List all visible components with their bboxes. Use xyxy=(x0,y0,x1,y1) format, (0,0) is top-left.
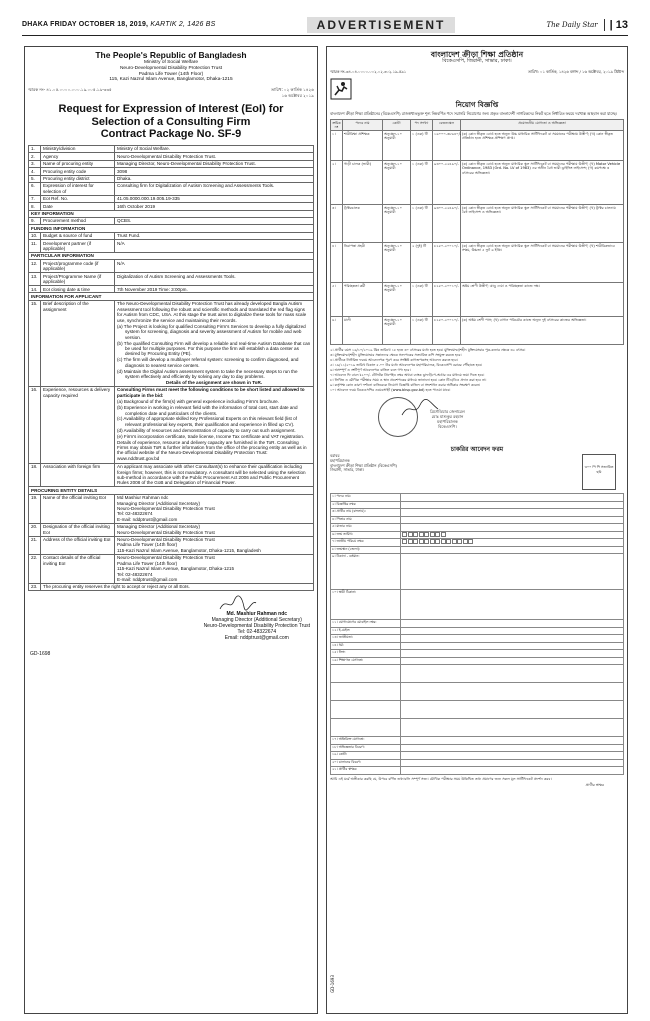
bksp-memo-number: স্মারক নং-৩৪.০৪.০০০০.০০২.০২.৩০২.১৯-৫৯১ xyxy=(330,69,407,74)
table-row: 11. Development partner (if applicable) N/A xyxy=(29,240,314,253)
form-row: ১৬। শিক্ষাগত যোগ্যতা: xyxy=(331,657,624,665)
assignment-details: Details of the assignment are shown in ToR. xyxy=(165,380,263,385)
eoi-advertisement xyxy=(24,46,318,1014)
gov-line: 115, Kazi Nazrul Islam Avenue, Banglamotor, Dhaka-1215 xyxy=(109,77,233,83)
assignment-item: (a) The Project is looking for qualified Consulting Firm's Services to develop a fully digitalized system for screening, diagnosis and severity assessment of Autism for mobile and web version. xyxy=(117,323,306,340)
notice-intro: বাংলাদেশ ক্রীড়া শিক্ষা প্রতিষ্ঠানের (বিকেএসপি) রাজস্বখাতভুক্ত শূন্য নিম্নবর্ণিত পদে সরাসরি নিয়োগের জন্য প্রকৃত বাংলাদেশী নাগরিকদের নিকট হতে নির্ধারিত ফরমে দরখাস্ত আহবান করা যাচ্ছে। xyxy=(330,111,617,116)
table-row: ৬। মালী অনুচ্ছেদ-১০ অনুযায়ী ১ (এক) টি ৮২৫০-২০০১০/- (ক) অষ্টম শ্রেণী পাস; (খ) বাগান পরিচর্যার কাজে অনূন্য দুই বৎসরের কাজের অভিজ্ঞতা। xyxy=(331,317,624,345)
title-line: Contract Package No. SF-9 xyxy=(100,128,242,141)
memo-line xyxy=(28,87,314,98)
experience-intro: Consulting Firms must meet the following conditions to be short listed and allowed to participate in the bid: xyxy=(117,387,305,398)
table-row: 14. EoI closing date & time 7th November 2019 Time: 3:00pm. xyxy=(29,286,314,293)
table-row: 4. Procuring entity code 3098 xyxy=(29,168,314,175)
form-row: ১৯। কোটা: xyxy=(331,752,624,760)
form-address: বরাবর মহাপরিচালক বাংলাদেশ ক্রীড়া শিক্ষা প্রতিষ্ঠান (বিকেএসপি) জিরানী, সাভার, ঢাকা। xyxy=(330,453,397,473)
gd-code-right: GD-1693 xyxy=(330,975,335,993)
condition-item: ৭। আবেদন ফি বাবদ ৳২০০/- টেলিটক প্রিপেইড নম্বর অথবা ব্যাংক ড্রাফট/পে-অর্ডার এর মাধ্যমে জমা দিতে হবে। xyxy=(330,373,485,378)
application-form-table xyxy=(330,493,624,775)
form-row: ৮। জন্মস্থান (জেলা): xyxy=(331,546,624,554)
table-row: 10. Budget & source of fund Trust Fund. xyxy=(29,232,314,239)
signatory: Md. Mashiur Rahman ndc Managing Director (Additional Secretary) Neuro-Developmental Disability Protection Trust Tel: 02-48322674 Email: nddptrust@gmail.com xyxy=(203,611,310,642)
memo-date-bangla: তারিখ: ০২ কার্তিক ১৪২৬ xyxy=(270,87,314,93)
form-row: ৭। জাতীয় পরিচয় নম্বর: xyxy=(331,539,624,547)
bksp-memo-date: তারিখ: ০১ কার্তিক, ১৪২৬ বঙ্গাব্দ / ১৬ অক্টোবর, ২০১৯ খ্রিষ্টাব্দ xyxy=(527,69,624,74)
form-row xyxy=(331,683,624,701)
dateline-date: DHAKA FRIDAY OCTOBER 18, 2019, xyxy=(22,21,149,28)
form-row: ২১। প্রার্থীর স্বাক্ষর: xyxy=(331,767,624,775)
title-line: Request for Expression of Interest (EoI) for xyxy=(58,103,284,116)
memo-date-english: ১৬ অক্টোবর ২০১৯ xyxy=(281,92,314,98)
application-form-title: চাকরির আবেদন ফরম xyxy=(450,446,504,454)
table-row: ১। শারীরিক্ষা প্রশিক্ষক অনুচ্ছেদ-১০ অনুযায়ী ১ (এক) টি ১৬০০০-৩৮৬৪০/- (ক) কোন স্বীকৃত বোর্ড হতে অনূন্য উচ্চ মাধ্যমিক সার্টিফিকেট বা সমমানের পরীক্ষায় উত্তীর্ণ; (খ) কোন স্বীকৃত প্রতিষ্ঠান হতে প্রশিক্ষক প্রশিক্ষণ প্রাপ্ত। xyxy=(331,131,624,161)
photo-box: ৩০০ পি পি সত্যায়িত ছবি xyxy=(582,454,616,490)
form-row: ৩। প্রার্থীর নাম (বাংলায়): xyxy=(331,509,624,517)
condition-item: ৩। মুক্তিযোদ্ধা/শহীদ মুক্তিযোদ্ধার সন্তানদের ক্ষেত্রে সনদপত্রের সত্যায়িত কপি সংযুক্ত করতে হবে। xyxy=(330,353,462,358)
gov-title: The People's Republic of Bangladesh xyxy=(95,50,247,60)
signature-block xyxy=(28,597,314,657)
form-row: ১৩। জাতীয়তা: xyxy=(331,635,624,643)
table-row: ৫। পরিচ্ছন্নতা কর্মী অনুচ্ছেদ-১০ অনুযায়ী ১ (এক) টি ৮২৫০-২০০১০/- অষ্টম শ্রেণী উত্তীর্ণ; ঝাড়ু দেয়া ও পরিচ্ছন্নতা কাজে দক্ষ। xyxy=(331,283,624,317)
table-row: ২। গাড়ী চালক (ভারী) অনুচ্ছেদ-১০ অনুযায়ী ১ (এক) টি ৯৩০০-২২৪৯০/- (ক) কোন স্বীকৃত বোর্ড হতে অনূন্য মাধ্যমিক স্কুল সার্টিফিকেট বা সমমানের পরীক্ষায় উত্তীর্ণ; (খ) Motor Vehicle Ordinance, 1983 (Ord. No. LV of 1983) এর অধীন বৈধ ভারী ড্রাইভিং লাইসেন্স; (গ) কমপক্ষে ৩ বৎসরের অভিজ্ঞতা। xyxy=(331,161,624,205)
form-row: ৬। জন্ম তারিখ: xyxy=(331,531,624,539)
table-row: 19. Name of the official inviting EoI Md Mashiur Rahman ndc Managing Director (Additional Secretary) Neuro-Developmental Disability Protection Trust Tel: 02-48322674 E-mail: nddptrust@gmail.com xyxy=(29,494,314,523)
experience-item: (c) Availability of appropriate skilled Key Professional Experts on this relevant field (list of relevant professional key experts, their qualification and experience in filled up CV). xyxy=(117,416,297,427)
table-row: 2. Agency Neuro-Developmental Disability Protection Trust. xyxy=(29,153,314,160)
assignment-item: (b) The qualified Consulting Firm will develop a reliable and real-time Autism Database that can be used for multiple purposes. For this purpose the firm will establish a data center as desired by Procuring Entity (PE). xyxy=(117,340,311,357)
section-row: INFORMATION FOR APPLICANT xyxy=(29,293,314,300)
table-row: 13. Project/Programme Name (if applicable) Digitalization of Autism Screening and Assessments Tools. xyxy=(29,273,314,286)
memo-date xyxy=(271,87,314,98)
form-row: ২। বিজ্ঞপ্তির নম্বর: xyxy=(331,501,624,509)
section-row: FUNDING INFORMATION xyxy=(29,225,314,232)
table-row: 15. Brief description of the assignment The Neuro-Developmental Disability Protection Trust has already developed Bangla Autism Assessment tool following the robust and scientific methods and translated the red flag signs for Autism from CDC, USA. At this stage the trust aims to digitalize these tools for mass scale use, synchronize the service and maintaining their records. (a) The Project is looking for qualified Consulting Firm's Services to develop a fully digitalized system for screening, diagnosis and severity assessment of Autism for mobile and web version. (b) The qualified Consulting Firm will develop a reliable and real-time Autism Database that can be used for multiple purposes. For this purpose the firm will establish a data center as desired by Procuring Entity (PE). (c) The firm will develop a multilayer referral system: screening to confirm diagnosed, and diagnosis to nearest service centers. (d) Maintain the Digital Autism assessment system to take the necessary steps to run the system effectively and efficiently by solving any day to day problems. Details of the assignment are shown in ToR. xyxy=(29,300,314,386)
experience-item: (b) Experience in working in relevant field with the information of total cost, start date and completion date and particulars of the clients. xyxy=(117,405,298,416)
memo-number: স্মারক নং- ৪১.০৫.০০০০.০০০.১৯.০০৫.১৯-৩৩৫ xyxy=(28,87,112,93)
section-label: ADVERTISEMENT xyxy=(307,17,456,33)
gov-line: Neuro-Developmental Disability Protection Trust xyxy=(119,65,223,71)
experience-item: (d) Availability of resources and demonstration of capacity to carry out such assignment. xyxy=(117,427,296,433)
gov-line: Padma Life Tower (14th Floor) xyxy=(138,71,204,77)
form-row: ৯। ঠিকানা - বর্তমান: xyxy=(331,554,624,590)
form-row: ৫। মাতার নাম: xyxy=(331,524,624,532)
condition-item: ৫। ১৬/১১/২০১৯ তারিখ বিকাল ৫.০০ টার মধ্যে আবেদনপত্র মহাপরিচালক, বিকেএসপি বরাবর পৌঁছাতে হবে। xyxy=(330,363,483,368)
form-row xyxy=(331,665,624,683)
form-row: ১১। যোগাযোগের মোবাইল নম্বর: xyxy=(331,620,624,628)
form-row: ১৭। অতিরিক্ত যোগ্যতা: xyxy=(331,737,624,745)
form-row: ১৪। ধর্ম: xyxy=(331,642,624,650)
dateline xyxy=(22,21,216,28)
table-row: 7. EoI Ref. No. 41.05.0000.000.19.005.19-335 xyxy=(29,195,314,202)
posts-header-row: ক্রমিক নং পদের নাম কোটা পদ সংখ্যা বেতনস্কেল প্রয়োজনীয় যোগ্যতা ও অভিজ্ঞতা xyxy=(331,120,624,131)
condition-item: ২। প্রার্থীর বয়স ১৬/১০/২০১৯ খ্রিঃ তারিখে ১৮ হতে ৩০ বৎসরের মধ্যে হতে হবে। মুক্তিযোদ্ধা/শহীদ মুক্তিযোদ্ধার পুত্র-কন্যার ক্ষেত্রে ৩২ বৎসর। xyxy=(330,348,526,353)
condition-item: ১০। আবেদন ফরম বিকেএসপির ওয়েবসাইট (www.bksp.gov.bd) হতে পাওয়া যাবে। xyxy=(330,388,451,393)
masthead-right xyxy=(547,19,629,31)
section-row: PARTICULAR INFORMATION xyxy=(29,252,314,259)
gd-code: GD-1698 xyxy=(30,650,51,657)
table-row: 23. The procuring entity reserves the right to accept or reject any or all EoIs. xyxy=(29,583,314,590)
table-row: 8. Date 16th October 2019 xyxy=(29,203,314,210)
bksp-header xyxy=(330,50,624,64)
form-row: ৪। পিতার নাম: xyxy=(331,516,624,524)
bksp-address: বিকেএসপি, জিরানী, সাভার, ঢাকা। xyxy=(442,58,512,64)
page-number: | 13 xyxy=(604,19,628,31)
eoi-table xyxy=(28,145,314,591)
form-row: ১৫। লিঙ্গ: xyxy=(331,650,624,658)
table-row: 1. Ministry/division Ministry of Social Welfare. xyxy=(29,145,314,152)
bksp-title: বাংলাদেশ ক্রীড়া শিক্ষা প্রতিষ্ঠান xyxy=(430,50,524,59)
table-row: ৩। ট্রাক্টরচালক অনুচ্ছেদ-১০ অনুযায়ী ১ (এক) টি ৯৩০০-২২৪৯০/- (ক) কোন স্বীকৃত বোর্ড হতে অনূন্য মাধ্যমিক স্কুল সার্টিফিকেট বা সমমানের পরীক্ষায় উত্তীর্ণ; (খ) ট্রাক্টর চালনায় বৈধ লাইসেন্স ও অভিজ্ঞতা। xyxy=(331,205,624,243)
paper-logo: The Daily Star xyxy=(546,20,598,29)
section-row: KEY INFORMATION xyxy=(29,210,314,217)
table-row: 5. Procuring entity district Dhaka. xyxy=(29,175,314,182)
condition-item: ৯। কর্তৃপক্ষ কোন কারণ দর্শানো ব্যতিরেকে নিয়োগ বিজ্ঞপ্তি বাতিল বা সংশোধন করার অধিকার সংরক্ষণ করেন। xyxy=(330,383,481,388)
recruitment-advertisement xyxy=(326,46,628,1014)
assignment-item: (c) The firm will develop a multilayer referral system: screening to confirm diagnosed, and diagnosis to nearest service centers. xyxy=(117,357,299,368)
section-row: PROCURING ENTITY DETAILS xyxy=(29,487,314,494)
conditions-list xyxy=(330,348,624,392)
applicant-signature-label: প্রার্থীর স্বাক্ষর xyxy=(585,783,604,788)
table-row: 22. Contact details of the official inviting EoI Neuro-Developmental Disability Protection Trust Padma Life Tower (14th floor) 115-Kazi Nazrul Islam Avenue, Banglamotor, Dhaka-1215 Tel: 02-48322674 E-mail: nddptrust@gmail.com xyxy=(29,554,314,583)
condition-item: ৪। প্রার্থীকে নির্ধারিত ফরমে আবেদনপত্র পূরণ করে সংশ্লিষ্ট কাগজপত্রসহ আবেদন করতে হবে। xyxy=(330,358,458,363)
experience-outro: Details of experience, resource and delivery capacity are furnished in the ToR. Consulting Firms may obtain ToR & further information from the office of the procuring entity as well as in the official website of the Neuro-Developmental Disability Protection Trust: www.nddtrust.gov.bd xyxy=(117,439,307,461)
page-masthead xyxy=(22,14,628,36)
table-row: 6. Expression of interest for selection of Consulting firm for Digitalization of Autism Screening and Assessments Tools. xyxy=(29,182,314,195)
bksp-memo xyxy=(330,69,624,74)
form-declaration: আমি এই মর্মে অঙ্গীকার করছি যে, উপরে বর্ণিত তথ্যাবলি সম্পূর্ণ সত্য। মৌখিক পরীক্ষার সময় উল্লিখিত তথ্য প্রমাণের জন্য সকল মূল সার্টিফিকেট প্রদর্শন করব। xyxy=(330,776,552,781)
bksp-logo-icon xyxy=(330,78,352,100)
assignment-intro: The Neuro-Developmental Disability Protection Trust has already developed Bangla Autism Assessment tool following the robust and scientific methods and translated the red flag signs for Autism from CDC, USA. At this stage the trust aims to digitalize these tools for mass scale use, synchronize the service and maintaining their records. xyxy=(117,301,307,323)
government-header xyxy=(28,50,314,83)
form-row xyxy=(331,719,624,737)
table-row: 21. Address of the official inviting EoI Neuro-Developmental Disability Protection Trust Padma Life Tower (14th floor) 115-Kazi Nazrul Islam Avenue, Banglamotor, Dhaka-1215, Bangladesh xyxy=(29,536,314,554)
gov-line: Ministry of Social Welfare xyxy=(143,60,199,65)
eoi-title xyxy=(28,103,314,141)
table-row: 3. Name of procuring entity Managing Director, Neuro-Developmental Disability Protection Trust. xyxy=(29,160,314,167)
form-row xyxy=(331,701,624,719)
assignment-item: (d) Maintain the Digital Autism assessment system to take the necessary steps to run the system effectively and efficiently by solving any day to day problems. xyxy=(117,368,298,380)
form-row: ১। পদের নাম: xyxy=(331,494,624,502)
title-line: Selection of a Consulting Firm xyxy=(91,115,251,128)
table-row: ৪। নিরাপত্তা প্রহরী অনুচ্ছেদ-১০ অনুযায়ী ২ (দুই) টি ৮২৫০-২০০১০/- (ক) কোন স্বীকৃত বোর্ড হতে অনূন্য মাধ্যমিক স্কুল সার্টিফিকেট বা সমমানের পরীক্ষায় উত্তীর্ণ; (খ) শারীরিকভাবে সক্ষম, উচ্চতা ৫ ফুট ৬ ইঞ্চি। xyxy=(331,243,624,283)
table-row: 9. Procurement method QCBS. xyxy=(29,217,314,224)
experience-item: (e) Firm's incorporation certificate, trade license, Income Tax certificate and VAT registration. xyxy=(117,433,305,439)
notice-title: নিয়োগ বিজ্ঞপ্তি xyxy=(455,101,499,109)
condition-item: ৮। লিখিত ও মৌখিক পরীক্ষার সময় ও স্থান প্রবেশপত্রের মাধ্যমে জানানো হবে। কোন টিএ/ডিএ প্রদান করা হবে না। xyxy=(330,378,487,383)
condition-item: ৬। অসম্পূর্ণ ও ত্রুটিপূর্ণ আবেদনপত্র বাতিল বলে গণ্য হবে। xyxy=(330,368,411,373)
form-row: ১২। ই-মেইল: xyxy=(331,627,624,635)
table-row: 20. Designation of the official inviting EoI Managing Director (Additional Secretary) Neuro-Developmental Disability Protection Trust xyxy=(29,523,314,536)
experience-item: (a) Background of the firm(s) with general experience including Firm's brochure. xyxy=(117,399,279,405)
form-row: ১৮। অভিজ্ঞতার বিবরণ: xyxy=(331,744,624,752)
dateline-bangla-date: KARTIK 2, 1426 BS xyxy=(150,21,216,28)
bksp-signature xyxy=(330,393,624,445)
bksp-signatory: ব্রিগেডিয়ার জেনারেল মোঃ মাশুকুর রহমান মহাপরিচালক বিকেএসপি। xyxy=(430,409,465,430)
form-row: ২০। চালানের বিবরণ: xyxy=(331,759,624,767)
form-spacer xyxy=(330,477,624,493)
table-row: 12. Project/programme code (if applicable) N/A xyxy=(29,260,314,273)
posts-table xyxy=(330,119,624,345)
table-row: 18. Association with foreign firm An applicant may associate with other Consultant(s) to enhance their qualification including foreign firms; however, this is not mandatory. A consultant will be selected using the selection sub-method in accordance with the Public Procurement Act 2006 and Public Procurement Rules 2008 of the GoB and Delegation of Financial Power. xyxy=(29,463,314,487)
table-row: 16. Experience, resources & delivery capacity required Consulting Firms must meet the following conditions to be short listed and allowed to participate in the bid: (a) Background of the firm(s) with general experience including Firm's brochure. (b) Experience in working in relevant field with the information of total cost, start date and completion date and particulars of the clients. (c) Availability of appropriate skilled Key Professional Experts on this relevant field (list of relevant professional key experts, their qualification and experience in filled up CV). (d) Availability of resources and demonstration of capacity to carry out such assignment. (e) Firm's incorporation certificate, trade license, Income Tax certificate and VAT registration. Details of experience, resource and delivery capacity are furnished in the ToR. Consulting Firms may obtain ToR & further information from the office of the procuring entity as well as in the official website of the Neuro-Developmental Disability Protection Trust: www.nddtrust.gov.bd xyxy=(29,386,314,463)
form-row: ১০। স্থায়ী ঠিকানা: xyxy=(331,590,624,620)
